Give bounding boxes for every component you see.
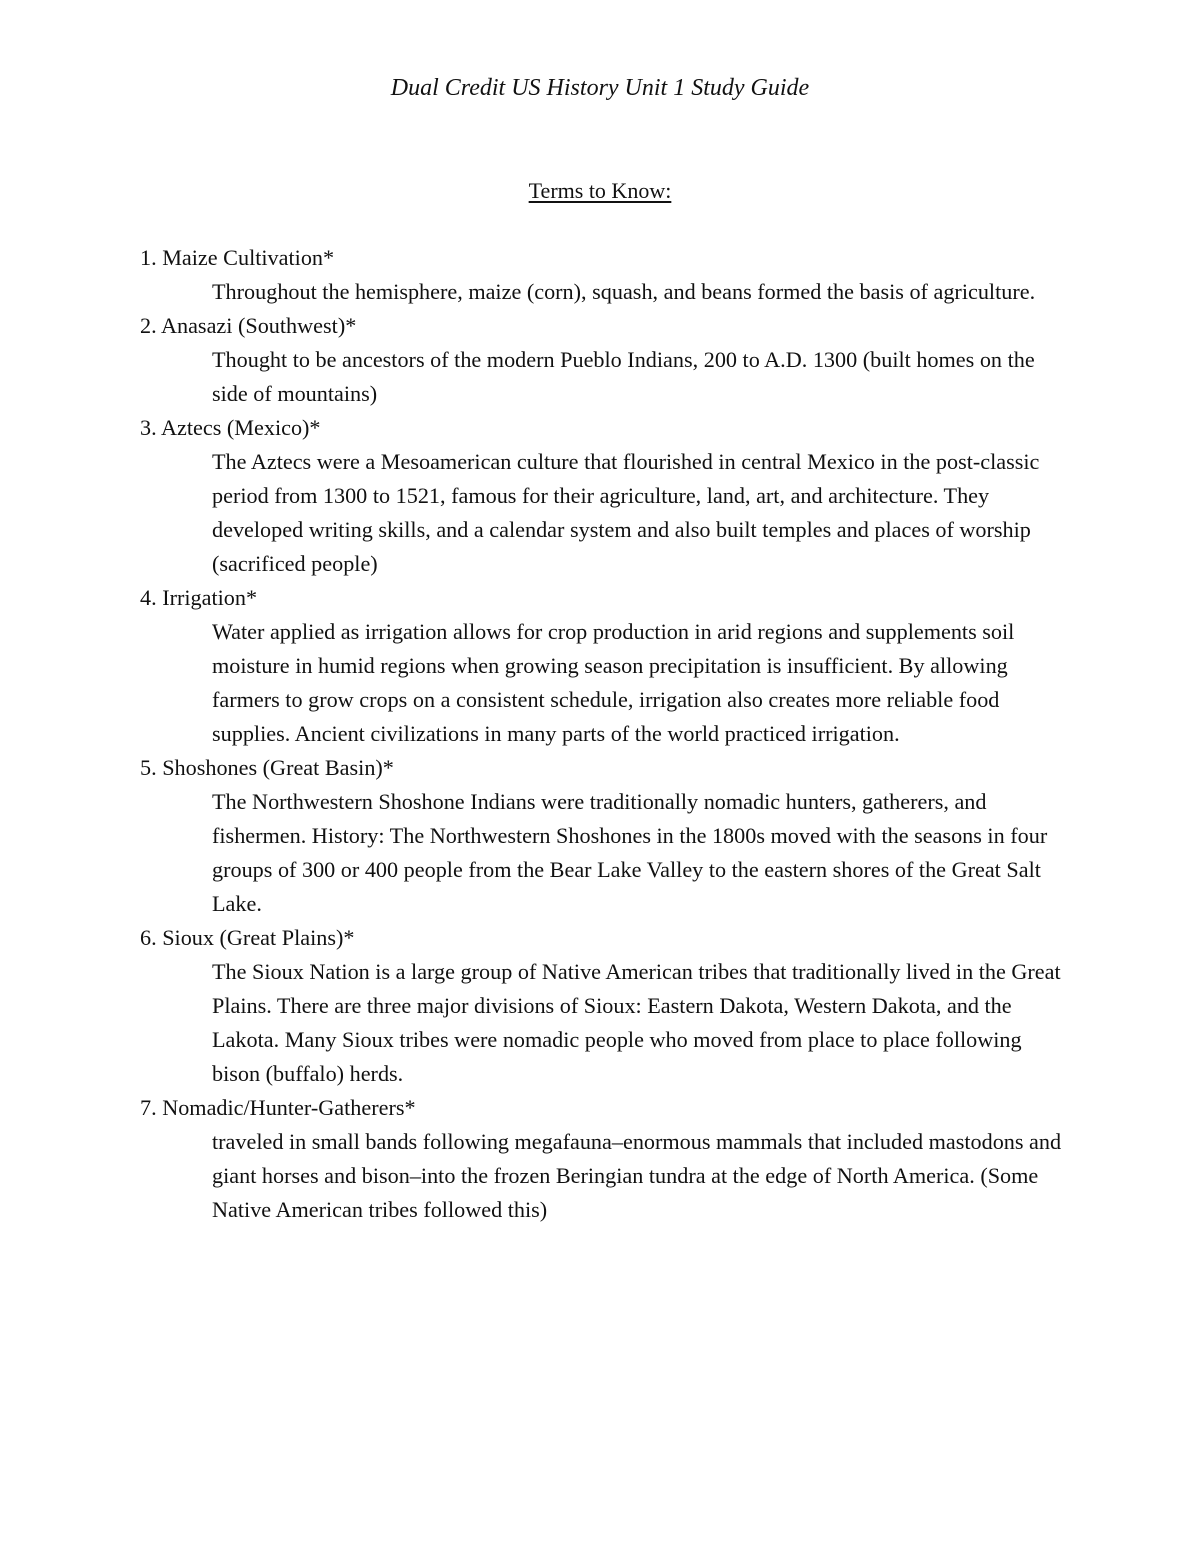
section-heading-text: Terms to Know:	[528, 178, 672, 203]
term-number: 3.	[140, 415, 157, 440]
term-title	[140, 751, 1070, 785]
term-item	[140, 241, 1070, 309]
term-title	[140, 581, 1070, 615]
term-title	[140, 309, 1070, 343]
terms-list	[140, 241, 1070, 1227]
term-description: The Sioux Nation is a large group of Native American tribes that traditionally lived in the Great Plains. There are three major divisions of Sioux: Eastern Dakota, Western Dakota, and the Lakota. Many Sioux tribes were nomadic people who moved from place to place following bison (buffalo) herds.	[212, 959, 1061, 1086]
term-item	[140, 921, 1070, 1091]
term-title	[140, 411, 1070, 445]
term-title	[140, 921, 1070, 955]
section-heading	[0, 176, 1200, 206]
term-name: Maize Cultivation*	[162, 245, 335, 270]
term-description: Throughout the hemisphere, maize (corn), squash, and beans formed the basis of agriculture.	[212, 279, 1036, 304]
term-description: traveled in small bands following megafauna–enormous mammals that included mastodons and giant horses and bison–into the frozen Beringian tundra at the edge of North America. (Some Native American tribes followed this)	[212, 1129, 1062, 1222]
term-number: 5.	[140, 755, 157, 780]
term-name: Irrigation*	[162, 585, 258, 610]
term-name: Nomadic/Hunter-Gatherers*	[162, 1095, 416, 1120]
term-title	[140, 241, 1070, 275]
term-number: 7.	[140, 1095, 157, 1120]
document-header: Dual Credit US History Unit 1 Study Guide	[390, 75, 810, 101]
term-number: 1.	[140, 245, 157, 270]
term-name: Sioux (Great Plains)*	[162, 925, 355, 950]
term-name: Anasazi (Southwest)*	[160, 313, 357, 338]
term-item	[140, 1091, 1070, 1227]
term-description: Water applied as irrigation allows for crop production in arid regions and supplements soil moisture in humid regions when growing season precipitation is insufficient. By allowing farmers to grow crops on a consistent schedule, irrigation also creates more reliable food supplies. Ancient civilizations in many parts of the world practiced irrigation.	[212, 619, 1015, 746]
term-item	[140, 411, 1070, 581]
term-description: The Aztecs were a Mesoamerican culture that flourished in central Mexico in the post-classic period from 1300 to 1521, famous for their agriculture, land, art, and architecture. They developed writing skills, and a calendar system and also built temples and places of worship (sacrificed people)	[212, 449, 1040, 576]
term-name: Aztecs (Mexico)*	[160, 415, 321, 440]
term-item	[140, 581, 1070, 751]
term-description: Thought to be ancestors of the modern Pueblo Indians, 200 to A.D. 1300 (built homes on the side of mountains)	[212, 347, 1035, 406]
term-item	[140, 751, 1070, 921]
term-description: The Northwestern Shoshone Indians were traditionally nomadic hunters, gatherers, and fishermen. History: The Northwestern Shoshones in the 1800s moved with the seasons in four groups of 300 or 400 people from the Bear Lake Valley to the eastern shores of the Great Salt Lake.	[212, 789, 1048, 916]
term-name: Shoshones (Great Basin)*	[162, 755, 394, 780]
term-number: 4.	[140, 585, 157, 610]
term-item	[140, 309, 1070, 411]
term-number: 6.	[140, 925, 157, 950]
term-number: 2.	[140, 313, 157, 338]
term-title	[140, 1091, 1070, 1125]
